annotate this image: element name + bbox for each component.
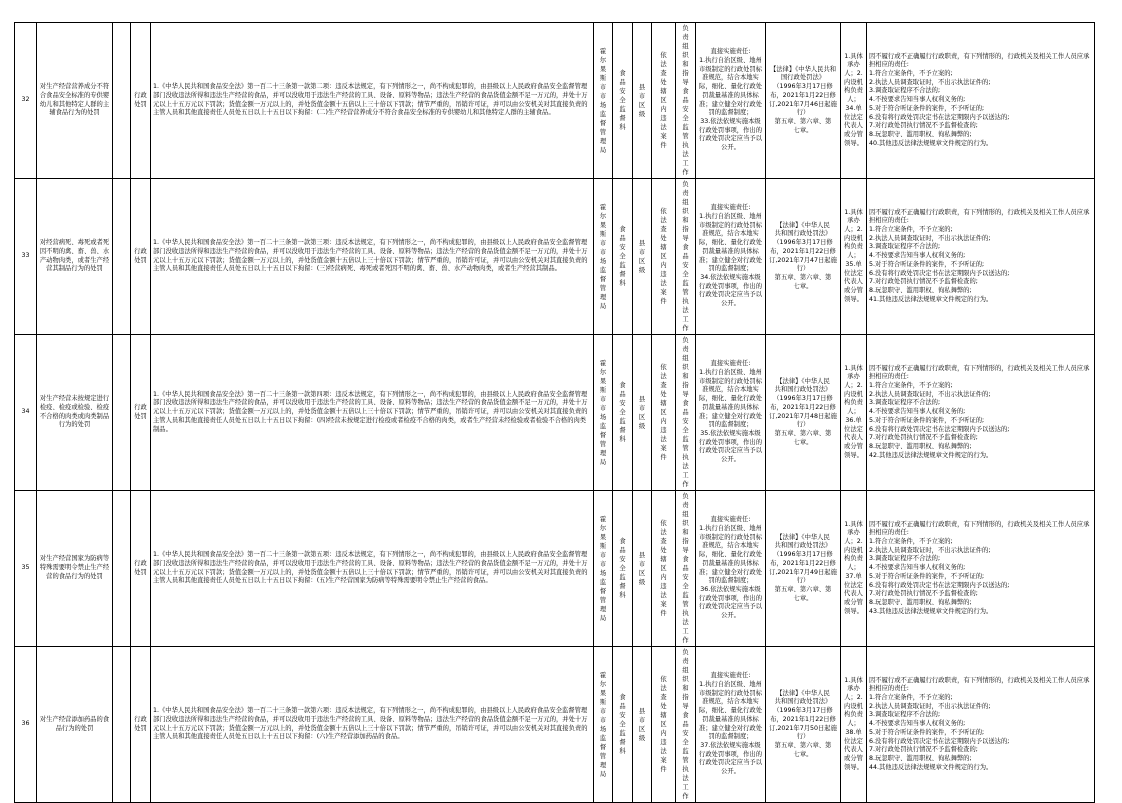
item-type: 行政处罚: [131, 647, 151, 803]
duties-line: 因不履行或不正确履行行政职责，有下列情形的，行政机关及相关工作人员应承担相应的责任:: [869, 52, 1090, 69]
direct-resp-line: 33.依法依规实施本级行政处罚事项，作出的行政处罚决定应当予以公开。: [699, 117, 762, 152]
law-line: 共和国行政处罚法》: [774, 230, 832, 238]
law-line: 七章。: [793, 438, 813, 446]
law-line: 第五章、第六章、第: [774, 585, 832, 593]
duties-line: 4.不按要求告知当事人权利义务的;: [869, 96, 966, 104]
blank-cell: [113, 23, 131, 179]
duties-line: 6.没有将行政处罚决定书在法定期限内予以送达的;: [869, 269, 1010, 277]
division-of-duties: 依法查处辖区内违法案件: [652, 491, 676, 647]
law-line: 第五章、第六章、第: [774, 117, 832, 125]
admin-level: 县市区级: [633, 179, 652, 335]
legal-basis: 1.《中华人民共和国食品安全法》第一百二十三条第一款第四项：违反本法规定，有下列情形之一，尚不构成犯罪的，由县级以上人民政府食品安全监督管理部门没收违法所得和违法生产经营的食品，并可以没收用于违法生产经营的工具、设备、原料等物品；违法生产经营的食品货值金额不足一万元的，并处十万元以上十五万元以下罚款；货值金额一万元以上的，并处货值金额十五倍以上三十倍以下罚款；情节严重的，吊销许可证，并可以由公安机关对其直接负责的主管人员和其他直接责任人员处五日以上十五日以下拘留：(四)经营未按规定进行检疫或者检疫不合格的肉类，或者生产经营未经检验或者检验不合格的肉类制品。: [151, 335, 594, 491]
law-line: （1996年3月17日修: [773, 239, 833, 247]
implementing-dept: 霍尔果斯市市场监督管理局: [594, 23, 613, 179]
law-line: 【法律】《中华人民: [776, 221, 830, 229]
duties-line: 41.其他违反法律法规规章文件规定的行为。: [869, 295, 993, 303]
responsible-persons: 1.具体承办人；2.内设机构负责人；38.单位法定代表人或分管领导。: [841, 647, 867, 803]
direct-resp-line: 37.依法依规实施本级行政处罚事项，作出的行政处罚决定应当予以公开。: [699, 741, 762, 776]
law-line: 共和国行政处罚法》: [774, 542, 832, 550]
blank-cell: [113, 647, 131, 803]
law-line: 七章。: [793, 594, 813, 602]
blame-scope: 负责组织和指导食品安全监管执法工作: [676, 335, 696, 491]
duties-line: 7.对行政处罚执行情况不予监督检查的;: [869, 434, 978, 442]
direct-responsibility: [696, 335, 766, 491]
item-name: 对生产经营添加药品的食品行为的处罚: [37, 647, 113, 803]
item-name: 对生产经营国家为防病等特殊需要明令禁止生产经营的食品行为的处罚: [37, 491, 113, 647]
table-row: [15, 647, 1095, 803]
implementing-dept: 霍尔果斯市市场监督管理局: [594, 647, 613, 803]
internal-office: 食品安全监督科: [613, 23, 633, 179]
law-line: 第五章、第六章、第: [774, 273, 832, 281]
duties-line: 2.执法人员调查取证时，不出示执法证件的;: [869, 702, 991, 710]
duties-line: 因不履行或不正确履行行政职责，有下列情形的，行政机关及相关工作人员应承担相应的责任:: [869, 364, 1090, 381]
direct-resp-line: 36.依法依规实施本级行政处罚事项，作出的行政处罚决定应当予以公开。: [699, 585, 762, 620]
duties-line: 3.调查取证程序不合法的;: [869, 243, 941, 251]
law-line: 布，2021年1月22日修: [770, 715, 836, 723]
blank-cell: [113, 491, 131, 647]
duties-line: 1.符合立案条件，不予立案的;: [869, 538, 953, 546]
law-line: 订,2021年7月50日起施: [769, 724, 837, 732]
item-name: 对经营病死、毒死或者死因不明的禽、畜、兽、水产动物肉类，或者生产经营其制品行为的处罚: [37, 179, 113, 335]
direct-resp-line: 34.依法依规实施本级行政处罚事项，作出的行政处罚决定应当予以公开。: [699, 273, 762, 308]
law-line: 【法律】《中华人民: [776, 689, 830, 697]
admin-level: 县市区级: [633, 23, 652, 179]
law-line: 订,2021年7月48日起施: [769, 412, 837, 420]
item-name: 对生产经营营养成分不符合食品安全标准的专供婴幼儿和其他特定人群的主辅食品行为的处罚: [37, 23, 113, 179]
duties-line: 7.对行政处罚执行情况不予监督检查的;: [869, 746, 978, 754]
duties-line: 1.符合立案条件，不予立案的;: [869, 70, 953, 78]
duties-line: 2.执法人员调查取证时，不出示执法证件的;: [869, 234, 991, 242]
duties-line: 1.符合立案条件，不予立案的;: [869, 226, 953, 234]
item-type: 行政处罚: [131, 179, 151, 335]
division-of-duties: 依法查处辖区内违法案件: [652, 179, 676, 335]
direct-resp-line: 1.执行自治区级、地州市级制定的行政处罚标准规范，结合本地实际，细化、量化行政处罚裁量基准的具体标准；建立健全对行政处罚的监督制度；: [699, 212, 762, 273]
law-line: 行）: [796, 265, 810, 273]
duties-line: 8.玩忽职守、滥用职权、徇私舞弊的;: [869, 442, 972, 450]
accountability-situations: [867, 335, 1095, 491]
duties-line: 4.不按要求告知当事人权利义务的;: [869, 720, 966, 728]
internal-office: 食品安全监督科: [613, 491, 633, 647]
blame-scope: 负责组织和指导食品安全监管执法工作: [676, 179, 696, 335]
duties-line: 6.没有将行政处罚决定书在法定期限内予以送达的;: [869, 113, 1010, 121]
legal-basis: 1.《中华人民共和国食品安全法》第一百二十三条第一款第二项：违反本法规定，有下列情形之一，尚不构成犯罪的，由县级以上人民政府食品安全监督管理部门没收违法所得和违法生产经营的食品，并可以没收用于违法生产经营的工具、设备、原料等物品；违法生产经营的食品货值金额不足一万元的，并处十万元以上十五万元以下罚款；货值金额一万元以上的，并处货值金额十五倍以上三十倍以下罚款；情节严重的，吊销许可证，并可以由公安机关对其直接负责的主管人员和其他直接责任人员处五日以上十五日以下拘留：(二)生产经营营养成分不符合食品安全标准的专供婴幼儿和其他特定人群的主辅食品。: [151, 23, 594, 179]
law-line: （1996年3月17日修: [773, 707, 833, 715]
duties-line: 3.调查取证程序不合法的;: [869, 399, 941, 407]
duties-line: 40.其他违反法律法规规章文件规定的行为。: [869, 139, 993, 147]
item-type: 行政处罚: [131, 491, 151, 647]
blank-cell: [113, 179, 131, 335]
duties-line: 44.其他违反法律法规规章文件规定的行为。: [869, 763, 993, 771]
direct-resp-line: 35.依法依规实施本级行政处罚事项，作出的行政处罚决定应当予以公开。: [699, 429, 762, 464]
duties-line: 8.玩忽职守、滥用职权、徇私舞弊的;: [869, 598, 972, 606]
table-row: [15, 335, 1095, 491]
item-name: 对生产经营未按规定进行检疫、检疫或检验、检疫不合格的肉类或肉类制品行为的处罚: [37, 335, 113, 491]
law-line: 共和国行政处罚法》: [774, 386, 832, 394]
law-line: 第五章、第六章、第: [774, 741, 832, 749]
duties-line: 6.没有将行政处罚决定书在法定期限内予以送达的;: [869, 581, 1010, 589]
direct-resp-line: 直接实施责任:: [710, 672, 751, 680]
law-line: 行）: [796, 421, 810, 429]
direct-responsibility: [696, 491, 766, 647]
division-of-duties: 依法查处辖区内违法案件: [652, 23, 676, 179]
row-number: 34: [15, 335, 37, 491]
direct-responsibility: [696, 647, 766, 803]
power-list-table: [14, 22, 1095, 803]
internal-office: 食品安全监督科: [613, 335, 633, 491]
law-line: 布，2021年1月22日修: [770, 403, 836, 411]
accountability-situations: [867, 23, 1095, 179]
legal-basis: 1.《中华人民共和国食品安全法》第一百二十三条第一款第三项：违反本法规定，有下列情形之一，尚不构成犯罪的，由县级以上人民政府食品安全监督管理部门没收违法所得和违法生产经营的食品，并可以没收用于违法生产经营的工具、设备、原料等物品；违法生产经营的食品货值金额不足一万元的，并处十万元以上十五万元以下罚款；货值金额一万元以上的，并处货值金额十五倍以上三十倍以下罚款；情节严重的，吊销许可证，并可以由公安机关对其直接负责的主管人员和其他直接责任人员处五日以上十五日以下拘留：(三)经营病死、毒死或者死因不明的禽、畜、兽、水产动物肉类，或者生产经营其制品。: [151, 179, 594, 335]
legal-basis: 1.《中华人民共和国食品安全法》第一百二十三条第一款第五项：违反本法规定，有下列情形之一，尚不构成犯罪的，由县级以上人民政府食品安全监督管理部门没收违法所得和违法生产经营的食品，并可以没收用于违法生产经营的工具、设备、原料等物品；违法生产经营的食品货值金额不足一万元的，并处十万元以上十五万元以下罚款；货值金额一万元以上的，并处货值金额十五倍以上三十倍以下罚款；情节严重的，吊销许可证，并可以由公安机关对其直接负责的主管人员和其他直接责任人员处五日以上十五日以下拘留：(五)生产经营国家为防病等特殊需要明令禁止生产经营的食品。: [151, 491, 594, 647]
legal-basis: 1.《中华人民共和国食品安全法》第一百二十三条第一款第六项：违反本法规定，有下列情形之一，尚不构成犯罪的，由县级以上人民政府食品安全监督管理部门没收违法所得和违法生产经营的食品，并可以没收用于违法生产经营的工具、设备、原料等物品；违法生产经营的食品货值金额不足一万元的，并处十万元以上十五万元以下罚款；货值金额一万元以上的，并处货值金额十五倍以上三十倍以下罚款；情节严重的，吊销许可证，并可以由公安机关对其直接负责的主管人员和其他直接责任人员处五日以上十五日以下拘留：(六)生产经营添加药品的食品。: [151, 647, 594, 803]
law-line: （1996年3月17日修: [773, 551, 833, 559]
law-line: 布，2021年1月22日修: [770, 247, 836, 255]
direct-responsibility: [696, 23, 766, 179]
law-line: 行）: [796, 733, 810, 741]
row-number: 33: [15, 179, 37, 335]
blame-scope: 负责组织和指导食品安全监管执法工作: [676, 23, 696, 179]
direct-resp-line: 1.执行自治区级、地州市级制定的行政处罚标准规范，结合本地实际，细化、量化行政处罚裁量基准的具体标准；建立健全对行政处罚的监督制度；: [699, 56, 762, 117]
direct-resp-line: 1.执行自治区级、地州市级制定的行政处罚标准规范，结合本地实际，细化、量化行政处罚裁量基准的具体标准；建立健全对行政处罚的监督制度；: [699, 524, 762, 585]
direct-resp-line: 1.执行自治区级、地州市级制定的行政处罚标准规范，结合本地实际，细化、量化行政处罚裁量基准的具体标准；建立健全对行政处罚的监督制度；: [699, 368, 762, 429]
internal-office: 食品安全监督科: [613, 179, 633, 335]
division-of-duties: 依法查处辖区内违法案件: [652, 647, 676, 803]
law-line: 第五章、第六章、第: [774, 429, 832, 437]
division-of-duties: 依法查处辖区内违法案件: [652, 335, 676, 491]
law-line: 【法律】《中华人民: [776, 533, 830, 541]
blame-scope: 负责组织和指导食品安全监管执法工作: [676, 491, 696, 647]
accountability-law: [766, 647, 841, 803]
duties-line: 8.玩忽职守、滥用职权、徇私舞弊的;: [869, 286, 972, 294]
law-line: 【法律】《中华人民: [776, 377, 830, 385]
duties-line: 5.对于符合听证条件的案件，不予听证的;: [869, 260, 985, 268]
duties-line: 5.对于符合听证条件的案件，不予听证的;: [869, 572, 985, 580]
duties-line: 3.调查取证程序不合法的;: [869, 711, 941, 719]
duties-line: 因不履行或不正确履行行政职责，有下列情形的，行政机关及相关工作人员应承担相应的责任:: [869, 676, 1090, 693]
responsible-persons: 1.具体承办人；2.内设机构负责人；36.单位法定代表人或分管领导。: [841, 335, 867, 491]
duties-line: 5.对于符合听证条件的案件，不予听证的;: [869, 416, 985, 424]
direct-resp-line: 直接实施责任:: [710, 204, 751, 212]
item-type: 行政处罚: [131, 23, 151, 179]
duties-line: 6.没有将行政处罚决定书在法定期限内予以送达的;: [869, 737, 1010, 745]
law-line: 共和国行政处罚法》: [774, 698, 832, 706]
law-line: 订,2021年7月47日起施: [769, 256, 837, 264]
table-row: [15, 491, 1095, 647]
duties-line: 4.不按要求告知当事人权利义务的;: [869, 408, 966, 416]
responsible-persons: 1.具体承办人；2.内设机构负责人；34.单位法定代表人或分管领导。: [841, 23, 867, 179]
accountability-law: [766, 179, 841, 335]
duties-line: 43.其他违反法律法规规章文件规定的行为。: [869, 607, 993, 615]
duties-line: 8.玩忽职守、滥用职权、徇私舞弊的;: [869, 754, 972, 762]
duties-line: 3.调查取证程序不合法的;: [869, 87, 941, 95]
law-line: 七章。: [793, 282, 813, 290]
blank-cell: [113, 335, 131, 491]
duties-line: 7.对行政处罚执行情况不予监督检查的;: [869, 122, 978, 130]
law-line: 布，2021年1月22日修: [770, 91, 836, 99]
row-number: 36: [15, 647, 37, 803]
law-line: （1996年3月17日修: [773, 395, 833, 403]
law-line: 七章。: [793, 126, 813, 134]
law-line: 订,2021年7月46日起施: [769, 100, 837, 108]
duties-line: 5.对于符合听证条件的案件，不予听证的;: [869, 104, 985, 112]
row-number: 32: [15, 23, 37, 179]
direct-resp-line: 直接实施责任:: [710, 48, 751, 56]
duties-line: 6.没有将行政处罚决定书在法定期限内予以送达的;: [869, 425, 1010, 433]
law-line: 七章。: [793, 750, 813, 758]
duties-line: 7.对行政处罚执行情况不予监督检查的;: [869, 278, 978, 286]
duties-line: 4.不按要求告知当事人权利义务的;: [869, 252, 966, 260]
direct-responsibility: [696, 179, 766, 335]
implementing-dept: 霍尔果斯市市场监督管理局: [594, 179, 613, 335]
duties-line: 4.不按要求告知当事人权利义务的;: [869, 564, 966, 572]
table-row: [15, 179, 1095, 335]
accountability-law: [766, 335, 841, 491]
duties-line: 因不履行或不正确履行行政职责，有下列情形的，行政机关及相关工作人员应承担相应的责任:: [869, 208, 1090, 225]
duties-line: 因不履行或不正确履行行政职责，有下列情形的，行政机关及相关工作人员应承担相应的责任:: [869, 520, 1090, 537]
duties-line: 1.符合立案条件，不予立案的;: [869, 694, 953, 702]
accountability-situations: [867, 647, 1095, 803]
direct-resp-line: 直接实施责任:: [710, 360, 751, 368]
admin-level: 县市区级: [633, 647, 652, 803]
row-number: 35: [15, 491, 37, 647]
duties-line: 8.玩忽职守、滥用职权、徇私舞弊的;: [869, 130, 972, 138]
duties-line: 7.对行政处罚执行情况不予监督检查的;: [869, 590, 978, 598]
accountability-law: [766, 23, 841, 179]
implementing-dept: 霍尔果斯市市场监督管理局: [594, 335, 613, 491]
item-type: 行政处罚: [131, 335, 151, 491]
duties-line: 3.调查取证程序不合法的;: [869, 555, 941, 563]
admin-level: 县市区级: [633, 491, 652, 647]
duties-line: 2.执法人员调查取证时，不出示执法证件的;: [869, 390, 991, 398]
table-row: [15, 23, 1095, 179]
duties-line: 5.对于符合听证条件的案件，不予听证的;: [869, 728, 985, 736]
direct-resp-line: 直接实施责任:: [710, 516, 751, 524]
duties-line: 2.执法人员调查取证时，不出示执法证件的;: [869, 78, 991, 86]
accountability-law: [766, 491, 841, 647]
blame-scope: 负责组织和指导食品安全监管执法工作: [676, 647, 696, 803]
implementing-dept: 霍尔果斯市市场监督管理局: [594, 491, 613, 647]
responsible-persons: 1.具体承办人；2.内设机构负责人；37.单位法定代表人或分管领导。: [841, 491, 867, 647]
law-line: 【法律】《中华人民共和国行政处罚法》: [769, 65, 837, 82]
responsible-persons: 1.具体承办人；2.内设机构负责人；35.单位法定代表人或分管领导。: [841, 179, 867, 335]
law-line: 行）: [796, 577, 810, 585]
law-line: 布，2021年1月22日修: [770, 559, 836, 567]
law-line: （1996年3月17日修: [773, 83, 833, 91]
duties-line: 1.符合立案条件，不予立案的;: [869, 382, 953, 390]
accountability-situations: [867, 491, 1095, 647]
admin-level: 县市区级: [633, 335, 652, 491]
law-line: 行）: [796, 109, 810, 117]
duties-line: 42.其他违反法律法规规章文件规定的行为。: [869, 451, 993, 459]
law-line: 订,2021年7月49日起施: [769, 568, 837, 576]
duties-line: 2.执法人员调查取证时，不出示执法证件的;: [869, 546, 991, 554]
direct-resp-line: 1.执行自治区级、地州市级制定的行政处罚标准规范，结合本地实际，细化、量化行政处罚裁量基准的具体标准；建立健全对行政处罚的监督制度；: [699, 680, 762, 741]
accountability-situations: [867, 179, 1095, 335]
internal-office: 食品安全监督科: [613, 647, 633, 803]
